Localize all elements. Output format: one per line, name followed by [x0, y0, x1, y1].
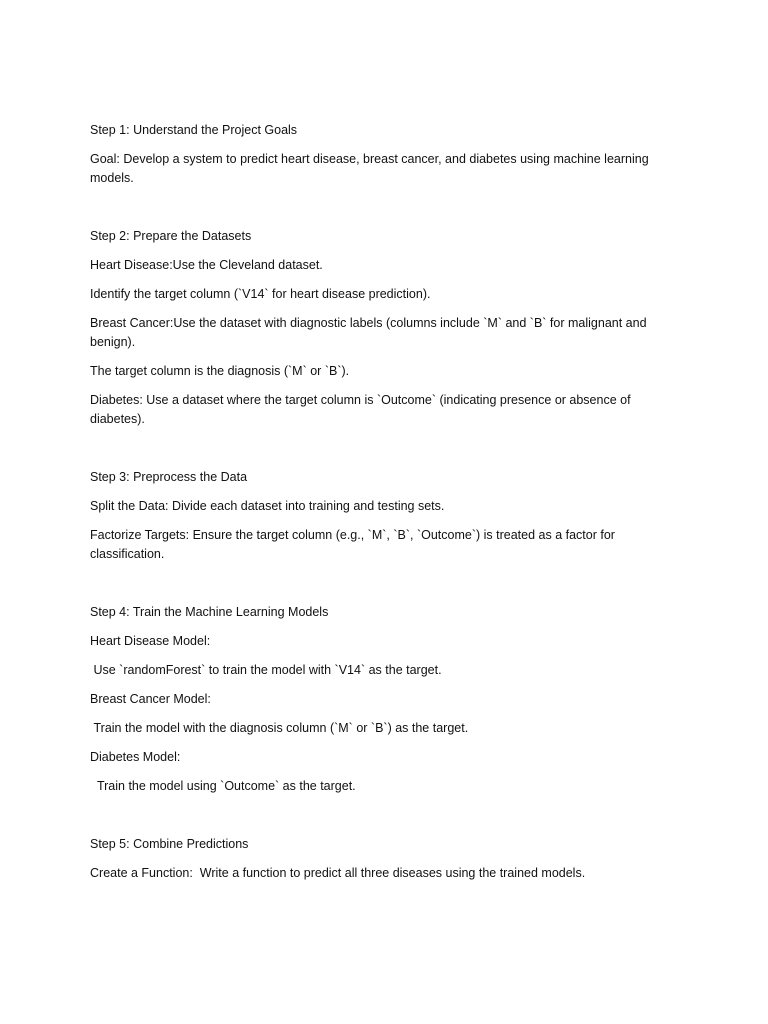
step2-diabetes: Diabetes: Use a dataset where the target column is `Outcome` (indicating presence or absence of diabetes).: [90, 393, 635, 426]
step2-heading: Step 2: Prepare the Datasets: [90, 229, 252, 243]
section-gap: [90, 806, 660, 835]
section-gap: [90, 574, 660, 603]
step4-breast-model-desc: Train the model with the diagnosis column (`M` or `B`) as the target.: [90, 721, 469, 735]
step4-breast-model: Breast Cancer Model:: [90, 692, 211, 706]
step3-factorize: Factorize Targets: Ensure the target column (e.g., `M`, `B`, `Outcome`) is treated as a factor for classification.: [90, 528, 619, 561]
step5-heading: Step 5: Combine Predictions: [90, 837, 249, 851]
step4-heart-model: Heart Disease Model:: [90, 634, 211, 648]
step4-heading: Step 4: Train the Machine Learning Models: [90, 605, 329, 619]
document-body: [90, 121, 660, 893]
step5-function: Create a Function: Write a function to predict all three diseases using the trained models.: [90, 866, 586, 880]
section-gap: [90, 198, 660, 227]
step4-diabetes-model: Diabetes Model:: [90, 750, 181, 764]
step2-breast: Breast Cancer:Use the dataset with diagnostic labels (columns include `M` and `B` for malignant and benign).: [90, 316, 651, 349]
section-gap: [90, 439, 660, 468]
step2-breast-target: The target column is the diagnosis (`M` or `B`).: [90, 364, 350, 378]
step3-heading: Step 3: Preprocess the Data: [90, 470, 248, 484]
step1-goal: Goal: Develop a system to predict heart disease, breast cancer, and diabetes using machine learning models.: [90, 152, 653, 185]
step2-heart-target: Identify the target column (`V14` for heart disease prediction).: [90, 287, 431, 301]
step2-heart: Heart Disease:Use the Cleveland dataset.: [90, 258, 323, 272]
step4-diabetes-model-desc: Train the model using `Outcome` as the target.: [90, 779, 356, 793]
step3-split: Split the Data: Divide each dataset into training and testing sets.: [90, 499, 445, 513]
step1-heading: Step 1: Understand the Project Goals: [90, 123, 298, 137]
step4-heart-model-desc: Use `randomForest` to train the model with `V14` as the target.: [90, 663, 442, 677]
